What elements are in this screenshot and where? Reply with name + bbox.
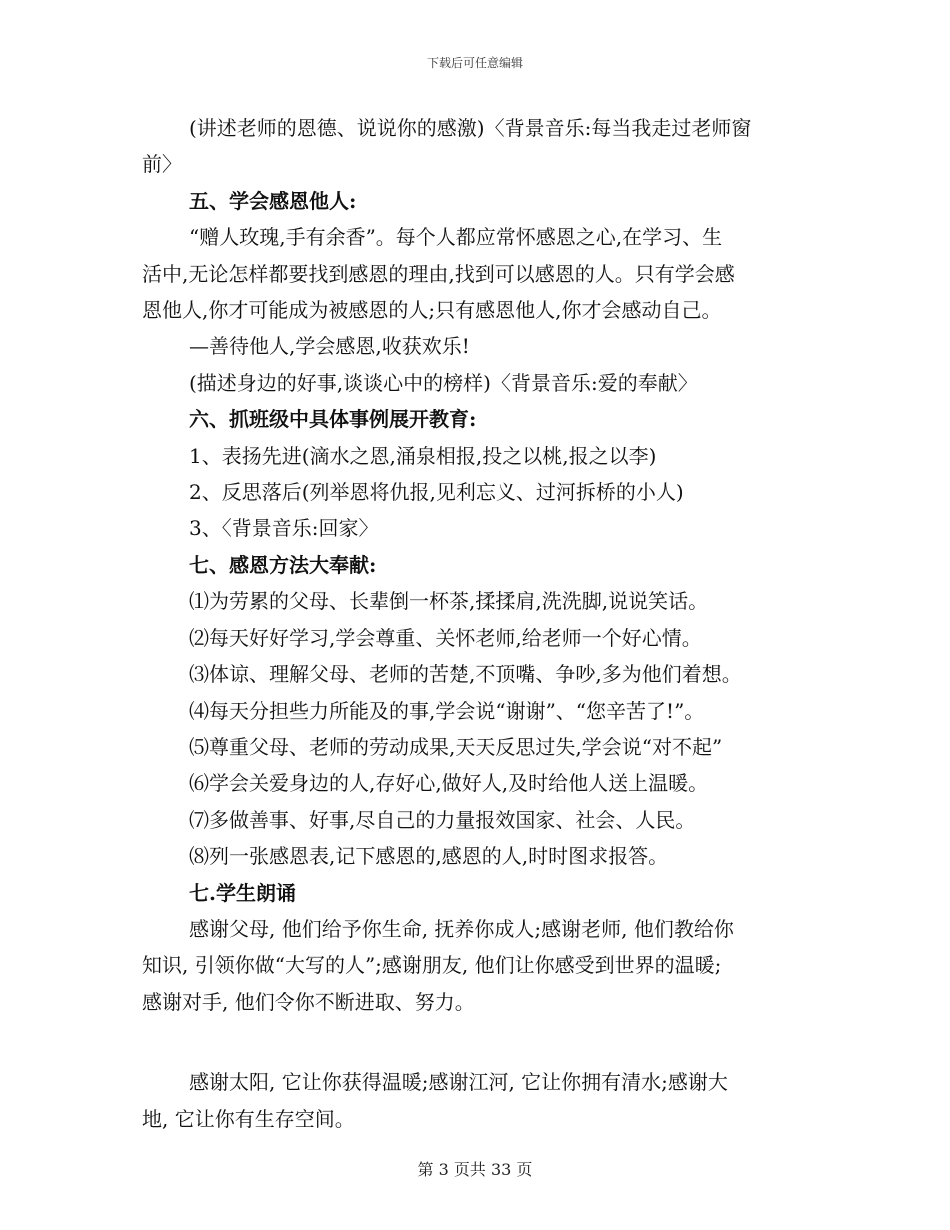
text-line: —善待他人,学会感恩,收获欢乐! xyxy=(189,334,470,359)
document-body xyxy=(142,110,810,1137)
text-line: 2、反思落后(列举恩将仇报,见利忘义、过河拆桥的小人) xyxy=(189,480,684,505)
text-line: 恩他人,你才可能成为被感恩的人;只有感恩他人,你才会感动自己。 xyxy=(142,298,722,323)
text-line: 1、表扬先进(滴水之恩,涌泉相报,投之以桃,报之以李) xyxy=(189,443,657,468)
text-line: 感谢父母, 他们给予你生命, 抚养你成人;感谢老师, 他们教给你 xyxy=(189,916,734,941)
text-line: ⑶体谅、理解父母、老师的苦楚,不顶嘴、争吵,多为他们着想。 xyxy=(189,662,742,687)
text-line: ⑷每天分担些力所能及的事,学会说“谢谢”、“您辛苦了!”。 xyxy=(189,698,705,723)
text-line: 3、〈背景音乐:回家〉 xyxy=(189,516,379,541)
text-line: ⑻列一张感恩表,记下感恩的,感恩的人,时时图求报答。 xyxy=(189,844,669,869)
section-heading: 五、学会感恩他人: xyxy=(189,188,357,213)
text-line: ⑸尊重父母、老师的劳动成果,天天反思过失,学会说“对不起” xyxy=(189,734,723,759)
text-line: 感谢太阳, 它让你获得温暖;感谢江河, 它让你拥有清水;感谢大 xyxy=(189,1070,728,1095)
page-footer: 第 3 页共 33 页 xyxy=(417,1160,533,1179)
text-line: ⑺多做善事、好事,尽自己的力量报效国家、社会、人民。 xyxy=(189,807,696,832)
page-header: 下载后可任意编辑 xyxy=(426,56,523,70)
text-line: (讲述老师的恩德、说说你的感激)〈背景音乐:每当我走过老师窗 xyxy=(189,116,752,140)
text-line: ⑵每天好好学习,学会尊重、关怀老师,给老师一个好心情。 xyxy=(189,625,702,650)
text-line: 前〉 xyxy=(142,152,182,177)
section-heading: 七、感恩方法大奉献: xyxy=(189,552,377,577)
text-line: 活中,无论怎样都要找到感恩的理由,找到可以感恩的人。只有学会感 xyxy=(142,261,735,286)
text-line: 感谢对手, 他们令你不断进取、努力。 xyxy=(142,989,475,1014)
text-line: ⑴为劳累的父母、长辈倒一杯茶,揉揉肩,洗洗脚,说说笑话。 xyxy=(189,589,709,614)
paragraph-spacer xyxy=(142,1036,810,1048)
text-line: 知识, 引领你做“大写的人”;感谢朋友, 他们让你感受到世界的温暖; xyxy=(142,953,722,978)
text-line: ⑹学会关爱身边的人,存好心,做好人,及时给他人送上温暖。 xyxy=(189,771,709,796)
text-line: (描述身边的好事,谈谈心中的榜样)〈背景音乐:爱的奉献〉 xyxy=(189,370,698,395)
section-heading: 六、抓班级中具体事例展开教育: xyxy=(189,407,477,432)
section-heading: 七.学生朗诵 xyxy=(189,880,296,905)
text-line: “赠人玫瑰,手有余香”。每个人都应常怀感恩之心,在学习、生 xyxy=(189,225,723,250)
text-line: 地, 它让你有生存空间。 xyxy=(142,1106,355,1131)
